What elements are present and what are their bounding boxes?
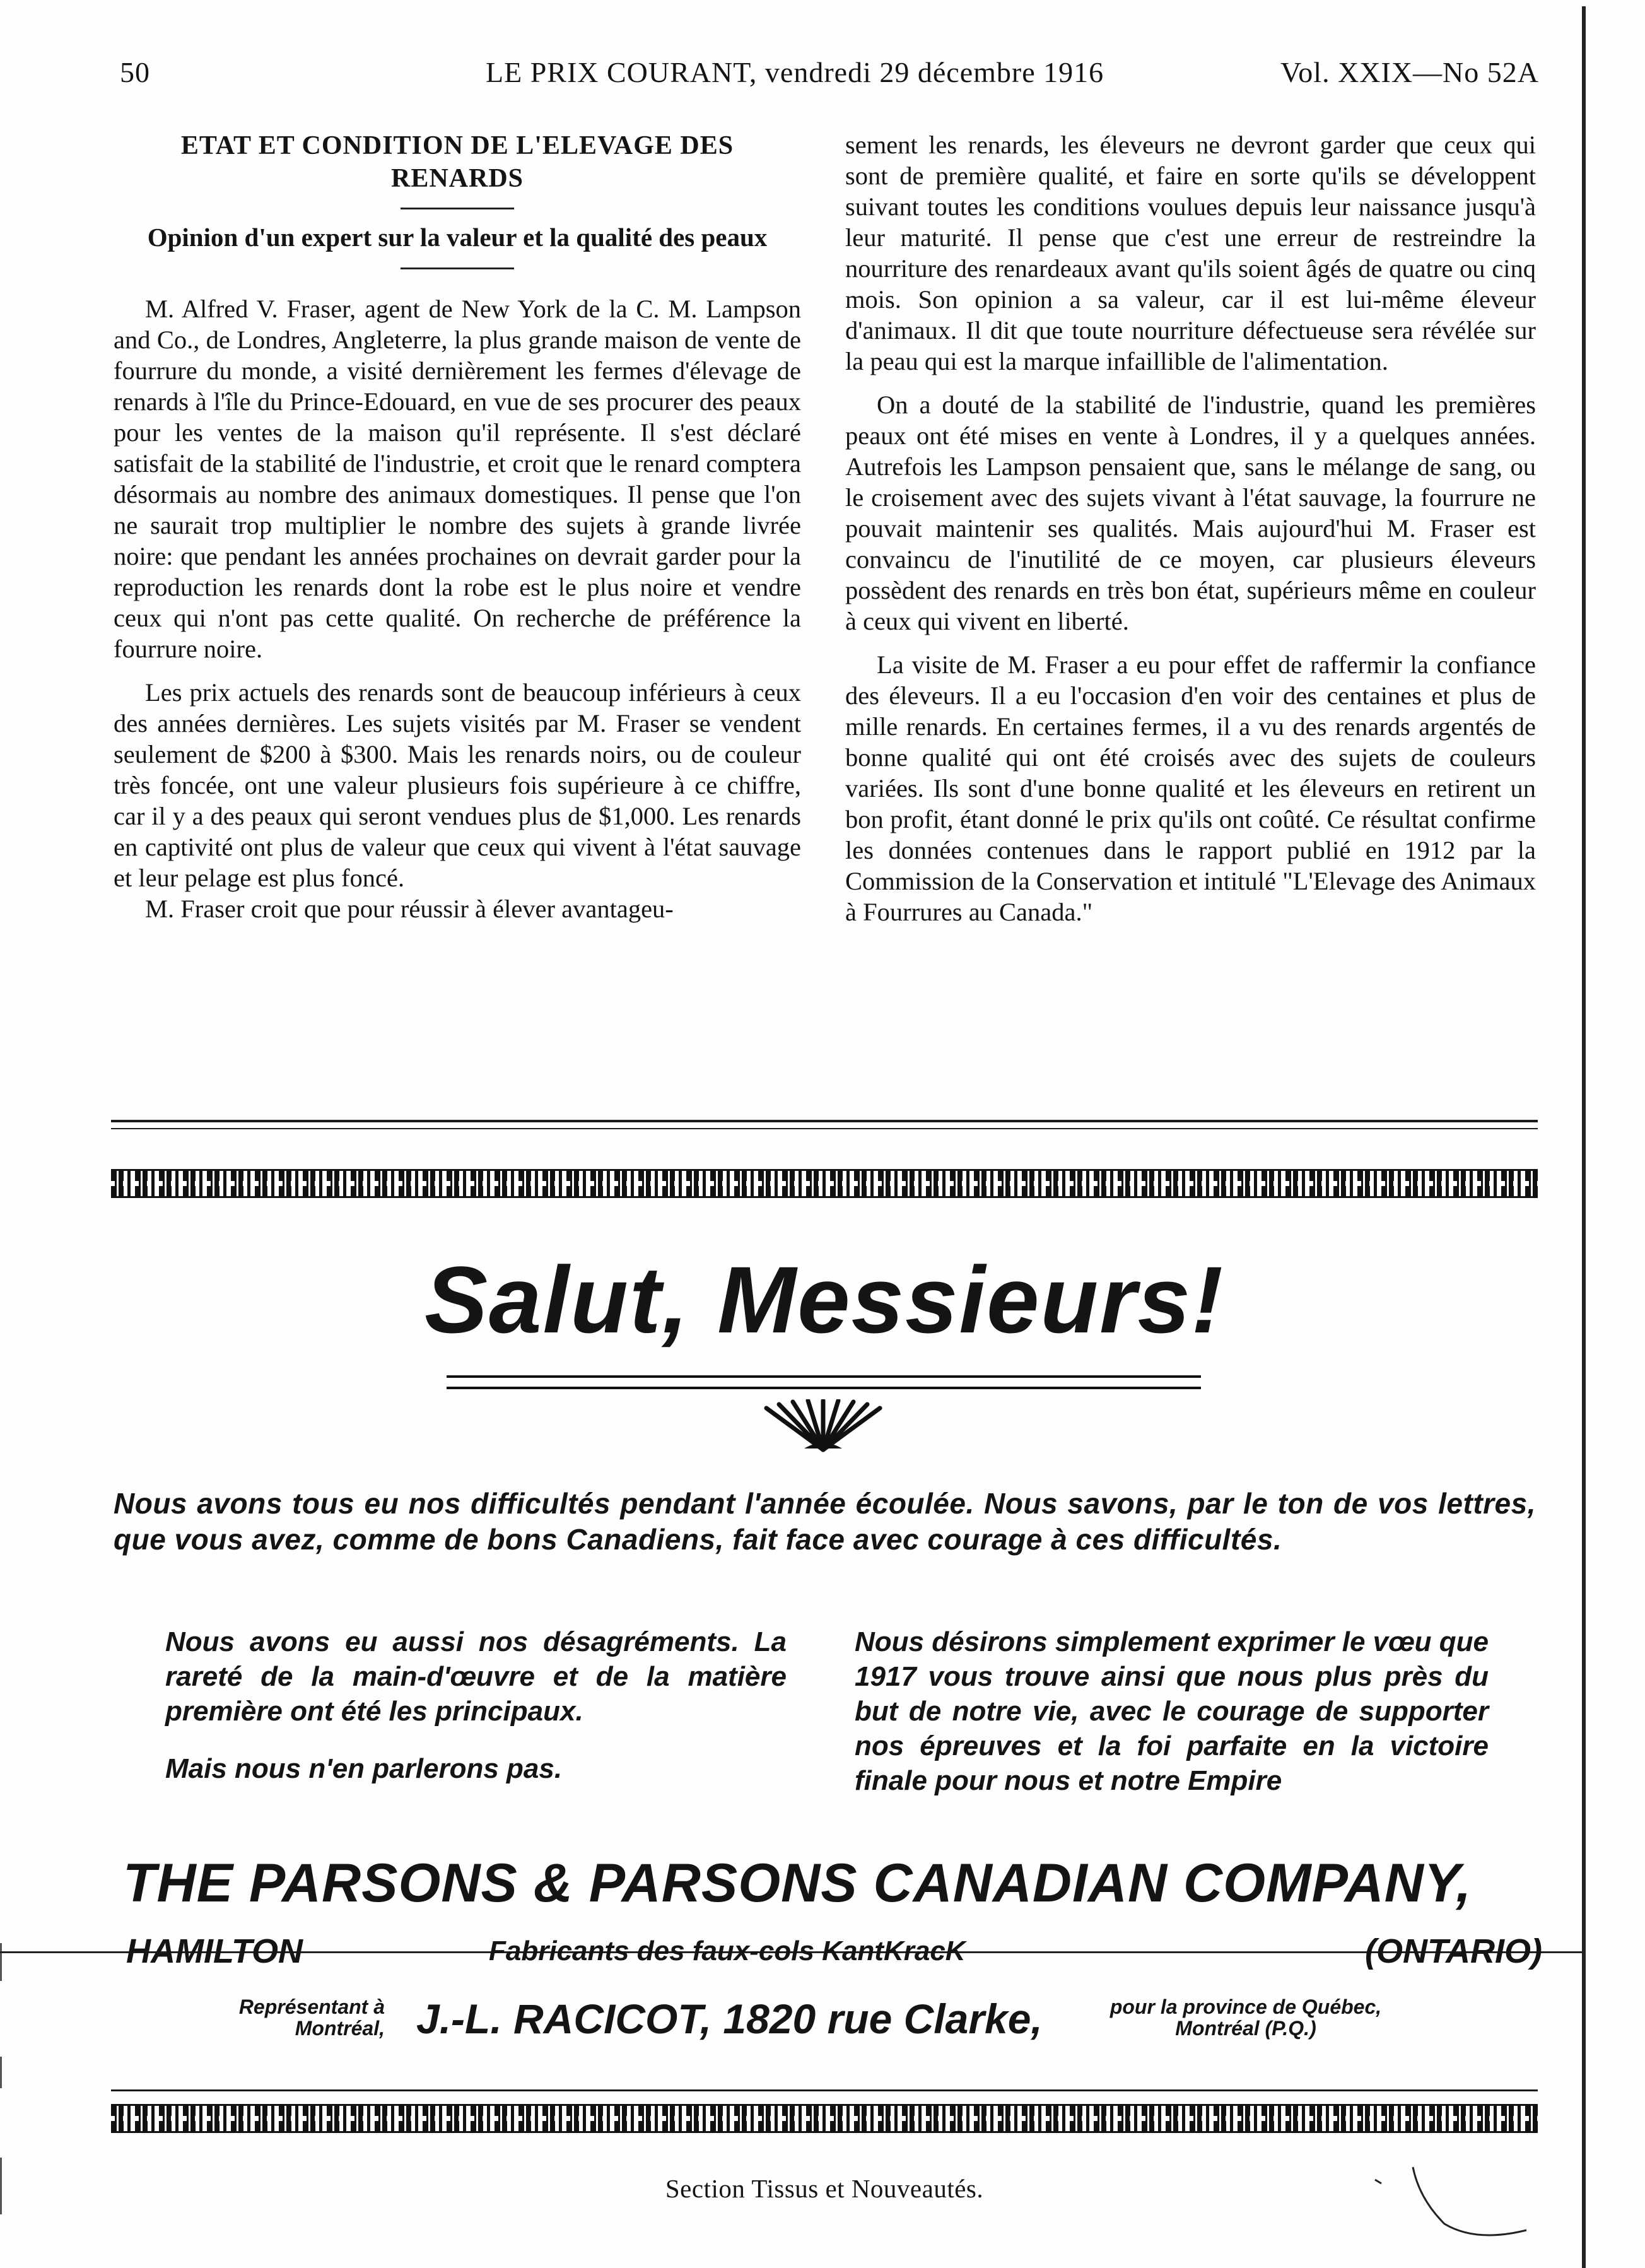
- company-city: HAMILTON: [126, 1932, 303, 1970]
- publication-line: LE PRIX COURANT, vendredi 29 décembre 1916: [486, 56, 1104, 88]
- article-paragraph: M. Alfred V. Fraser, agent de New York de la C. M. Lampson and Co., de Londres, Angleterre, la plus grande maison de vente de fourrure du monde, a visité dernièrement les fermes d'élevage de renards à l'île du Prince-Edouard, en vue de ses procurer des peaux pour les ventes de la maison qu'il représente. Il s'est déclaré satisfait de la stabilité de l'industrie, et croit que le renard comptera désormais au nombre des animaux domestiques. Il pense que l'on ne saurait trop multiplier le nombre des sujets à grande livrée noire: que pendant les années prochaines on devrait garder pour la reproduction les renards dont la robe est le plus noire et vendre ceux qui n'ont pas cette qualité. On recherche de préférence la fourrure noire.: [114, 295, 801, 663]
- ad-column-left: [165, 1625, 787, 1786]
- article-paragraph: On a douté de la stabilité de l'industrie, quand les premières peaux ont été mises en vente à Londres, il y a quelques années. Autrefois les Lampson pensaient que, sans le mélange de sang, ou le croisement avec des sujets vivant à l'état sauvage, la fourrure ne pouvait maintenir ses qualités. Mais aujourd'hui M. Fraser est convaincu de l'inutilité de ce moyen, car plusieurs éleveurs possèdent des renards en très bon état, supérieurs même en couleur à ceux qui vivent en liberté.: [845, 391, 1536, 635]
- ad-intro-text: Nous avons tous eu nos difficultés pendant l'année écoulée. Nous savons, par le ton de vos lettres, que vous avez, comme de bons Canadiens, fait face avec courage à ces difficultés.: [114, 1487, 1536, 1556]
- section-footer: Section Tissus et Nouveautés.: [665, 2174, 984, 2203]
- headline-double-rule: [447, 1375, 1201, 1389]
- article-subtitle: Opinion d'un expert sur la valeur et la qualité des peaux: [147, 223, 768, 252]
- ad-paragraph: Nous avons eu aussi nos désagréments. La rareté de la main-d'œuvre et de la matière première ont été les principaux.: [165, 1626, 787, 1727]
- section-rule: [111, 2089, 1538, 2091]
- company-location-row: [123, 1932, 1542, 1970]
- article-column-left: [114, 129, 801, 924]
- subtitle-divider: [401, 267, 514, 269]
- title-divider: [401, 208, 514, 209]
- representative-row: [114, 1994, 1539, 2063]
- running-header: [120, 56, 1539, 100]
- ornamental-border-top: [111, 1169, 1538, 1198]
- page-edge-rule: [1582, 6, 1586, 2268]
- scan-speck: [0, 2158, 2, 2214]
- article-paragraph: Les prix actuels des renards sont de beaucoup inférieurs à ceux des années dernières. Les sujets visités par M. Fraser se vendent seulement de $200 à $300. Mais les renards noirs, ou de couleur très foncée, ont une valeur plusieurs fois supérieure à ce chiffre, car il y a des peaux qui seront vendues plus de $1,000. Les renards en captivité ont plus de valeur que ceux qui vivent à l'état sauvage et leur pelage est plus foncé.: [114, 678, 801, 892]
- section-rule: [111, 1128, 1538, 1129]
- article-paragraph: M. Fraser croit que pour réussir à élever avantageu-: [145, 895, 674, 923]
- ad-paragraph: Mais nous n'en parlerons pas.: [165, 1753, 563, 1784]
- ad-column-right: [855, 1625, 1489, 1798]
- representative-territory: pour la province de Québec, Montréal (P.Q.): [1109, 1995, 1382, 2040]
- page-number: 50: [120, 56, 150, 88]
- fan-ornament-icon: [760, 1399, 886, 1456]
- section-rule: [111, 1120, 1538, 1122]
- pen-mark-icon: [1369, 2154, 1533, 2249]
- article-paragraph: La visite de M. Fraser a eu pour effet de raffermir la confiance des éleveurs. Il a eu l'occasion d'en voir des centaines et plus de mille renards. En certaines fermes, il a vu des renards argentés de bonne qualité qui ont été croisés avec des sujets de couleurs variées. Ils sont d'une bonne qualité et les éleveurs en retirent un bon profit, étant donné le prix qu'ils ont coûté. Ce résultat confirme les données contenues dans le rapport publié en 1912 par la Commission de la Conservation et intitulé "L'Elevage des Animaux à Fourrures au Canada.": [845, 650, 1536, 926]
- company-tagline: Fabricants des faux-cols KantKracK: [489, 1936, 966, 1966]
- volume-number: Vol. XXIX—No 52A: [1280, 56, 1539, 88]
- company-province: (ONTARIO): [1365, 1932, 1542, 1970]
- article-paragraph: sement les renards, les éleveurs ne devront garder que ceux qui sont de première qualité, et faire en sorte qu'ils se développent suivant toutes les conditions voulues depuis leur naissance jusqu'à leur maturité. Il pense que c'est une erreur de restreindre la nourriture des renardeaux avant qu'ils soient âgés de quatre ou cinq mois. Son opinion a sa valeur, car il est lui-même éleveur d'animaux. Il dit que toute nourriture défectueuse sera révélée sur la peau qui est la marque infaillible de l'alimentation.: [845, 131, 1536, 375]
- ad-headline: Salut, Messieurs!: [424, 1247, 1224, 1353]
- ad-paragraph: Nous désirons simplement exprimer le vœu que 1917 vous trouve ainsi que nous plus près du but de notre vie, avec le courage de supporter nos épreuves et la foi parfaite en la victoire finale pour nous et notre Empire: [855, 1626, 1489, 1796]
- representative-name: J.-L. RACICOT, 1820 rue Clarke,: [416, 1995, 1043, 2042]
- ornamental-border-bottom: [111, 2104, 1538, 2133]
- article-title: ETAT ET CONDITION DE L'ELEVAGE DES RENARDS: [180, 131, 734, 193]
- scan-speck: [0, 1943, 2, 1981]
- company-name: THE PARSONS & PARSONS CANADIAN COMPANY,: [123, 1853, 1472, 1913]
- article-column-right: [845, 129, 1536, 927]
- scan-speck: [0, 2057, 2, 2088]
- representative-label: Représentant à Montréal,: [238, 1995, 385, 2040]
